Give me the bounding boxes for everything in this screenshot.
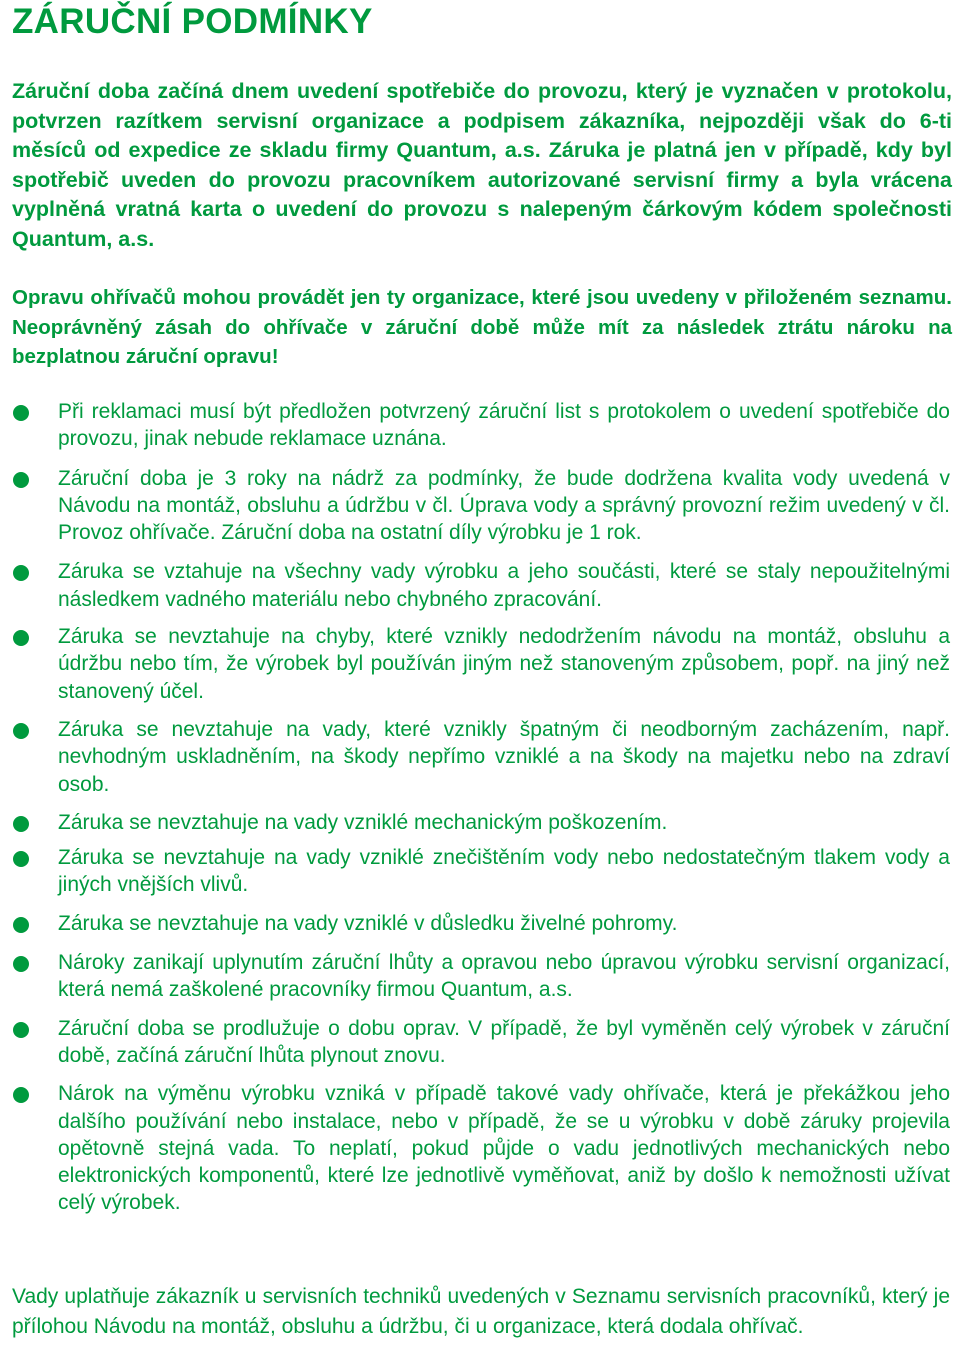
condition-item bbox=[0, 398, 950, 453]
footer-note: Vady uplatňuje zákazník u servisních techniků uvedených v Seznamu servisních pracovníků, který je přílohou Návodu na montáž, obsluhu a údržbu, či u organizace, která dodala ohřívač. bbox=[12, 1285, 950, 1338]
condition-text: Záruka se vztahuje na všechny vady výrobku a jeho součásti, které se staly nepoužitelnými následkem vadného materiálu nebo chybného zpracování. bbox=[58, 560, 950, 611]
condition-text: Záruka se nevztahuje na vady vzniklé v důsledku živelné pohromy. bbox=[58, 911, 678, 935]
condition-text: Záruční doba se prodlužuje o dobu oprav. V případě, že byl vyměněn celý výrobek v záruční době, začíná záruční lhůta plynout znovu. bbox=[58, 1016, 950, 1067]
bullet-dot-icon bbox=[13, 405, 29, 421]
bullet-dot-icon bbox=[13, 956, 29, 972]
condition-text: Nárok na výměnu výrobku vzniká v případě takové vady ohřívače, která je překážkou jeho dalšího používání nebo instalace, nebo v případě, že se u výrobku v době záruky projevila opětovně stejná vada. To neplatí, pokud půjde o vadu jednotlivých mechanických nebo elektronických komponentů, které lze jednotlivě vyměňovat, aniž by došlo k nemožnosti užívat celý výrobek. bbox=[58, 1082, 950, 1215]
condition-item bbox=[0, 910, 950, 937]
condition-item bbox=[0, 949, 950, 1004]
condition-text: Záruka se nevztahuje na vady, které vznikly špatným či neodborným zacházením, např. nevhodným uskladněním, na škody nepřímo vzniklé a na škody na majetku nebo na zdraví osob. bbox=[58, 717, 950, 796]
condition-item bbox=[0, 1080, 950, 1216]
condition-item bbox=[0, 465, 950, 547]
intro-paragraph: Záruční doba začíná dnem uvedení spotřebiče do provozu, který je vyznačen v protokolu, potvrzen razítkem servisní organizace a podpisem zákazníka, nejpozději však do 6-ti měsíců od expedice ze skladu firmy Quantum, a.s. Záruka je platná jen v případě, kdy byl spotřebič uveden do provozu pracovníkem autorizované servisní firmy a byla vrácena vyplněná vratná karta o uvedení do provozu s nalepeným čárkovým kódem společnosti Quantum, a.s. bbox=[12, 79, 952, 251]
bullet-dot-icon bbox=[13, 917, 29, 933]
condition-item bbox=[0, 623, 950, 705]
conditions-list bbox=[0, 398, 960, 1217]
condition-text: Záruka se nevztahuje na chyby, které vznikly nedodržením návodu na montáž, obsluhu a údržbu nebo tím, že výrobek byl používán jiným než stanoveným způsobem, popř. na jiný než stanovený účel. bbox=[58, 625, 950, 703]
condition-item bbox=[0, 716, 950, 798]
condition-text: Záruka se nevztahuje na vady vzniklé znečištěním vody nebo nedostatečným tlakem vody a jiných vnějších vlivů. bbox=[58, 846, 950, 897]
bullet-dot-icon bbox=[13, 851, 29, 867]
bullet-dot-icon bbox=[13, 723, 29, 739]
condition-text: Nároky zanikají uplynutím záruční lhůty a opravou nebo úpravou výrobku servisní organizací, která nemá zaškolené pracovníky firmou Quantum, a.s. bbox=[58, 951, 950, 1002]
condition-text: Při reklamaci musí být předložen potvrzený záruční list s protokolem o uvedení spotřebiče do provozu, jinak nebude reklamace uznána. bbox=[58, 400, 950, 451]
repair-notice: Opravu ohřívačů mohou provádět jen ty organizace, které jsou uvedeny v přiloženém seznamu. Neoprávněný zásah do ohřívače v záruční době může mít za následek ztrátu nároku na bezplatnou záruční opravu! bbox=[12, 286, 952, 369]
bullet-dot-icon bbox=[13, 565, 29, 581]
condition-item bbox=[0, 844, 950, 899]
page-title: ZÁRUČNÍ PODMÍNKY bbox=[12, 2, 373, 41]
bullet-dot-icon bbox=[13, 630, 29, 646]
bullet-dot-icon bbox=[13, 816, 29, 832]
condition-text: Záruka se nevztahuje na vady vzniklé mechanickým poškozením. bbox=[58, 810, 668, 834]
bullet-dot-icon bbox=[13, 1087, 29, 1103]
bullet-dot-icon bbox=[13, 1022, 29, 1038]
condition-item bbox=[0, 558, 950, 613]
condition-text: Záruční doba je 3 roky na nádrž za podmínky, že bude dodržena kvalita vody uvedená v Návodu na montáž, obsluhu a údržbu v čl. Úprava vody a správný provozní režim uvedený v čl. Provoz ohřívače. Záruční doba na ostatní díly výrobku je 1 rok. bbox=[58, 466, 950, 545]
condition-item bbox=[0, 1015, 950, 1070]
condition-item bbox=[0, 809, 950, 836]
bullet-dot-icon bbox=[13, 472, 29, 488]
